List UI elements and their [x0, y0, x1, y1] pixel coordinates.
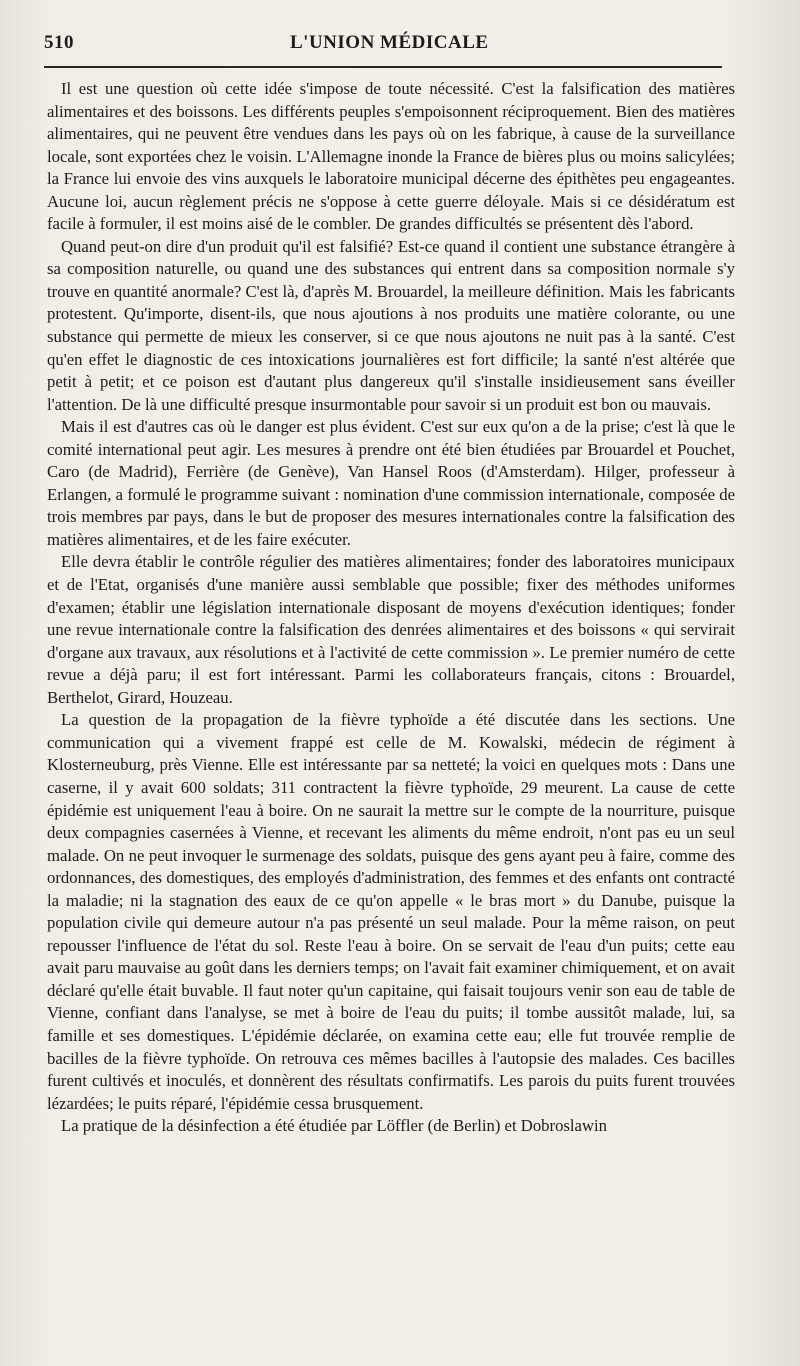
paragraph-program: Elle devra établir le contrôle régulier des matières alimentaires; fonder des laboratoires municipaux et de l'Etat, organisés d'une manière aussi semblable que possible; fixer des méthodes uniformes d'examen; établir une législation internationale disposant de moyens d'exécution identiques; fonder une revue internationale contre la falsification des denrées alimentaires et des boissons « qui servirait d'organe aux travaux, aux résolutions et à l'activité de cette commission ». Le premier numéro de cette revue a déjà paru; il est fort intéressant. Parmi les collaborateurs français, citons : Brouardel, Berthelot, Girard, Houzeau. [47, 552, 735, 707]
article-body [47, 78, 735, 1138]
page-header [44, 28, 744, 58]
paragraph-typhoid: La question de la propagation de la fièvre typhoïde a été discutée dans les sections. Une communication qui a vivement frappé est celle de M. Kowalski, médecin de régiment à Klosterneuburg, près Vienne. Elle est intéressante par sa netteté; la voici en quelques mots : Dans une caserne, il y avait 600 soldats; 311 contractent la fièvre typhoïde, 29 meurent. La cause de cette épidémie est uniquement l'eau à boire. On ne saurait la mettre sur le compte de la nourriture, puisque deux compagnies casernées à Vienne, et recevant les aliments du même endroit, n'ont pas eu un seul malade. On ne peut invoquer le surmenage des soldats, puisque des gens ayant peu à faire, comme des ordonnances, des domestiques, des employés d'administration, des femmes et des enfants ont contracté la maladie; ni la stagnation des eaux de ce qu'on appelle « le bras mort » du Danube, puisque la population civile qui demeure autour n'a pas présenté un seul malade. Pour la même raison, on peut repousser l'influence de l'état du sol. Reste l'eau à boire. On se servait de l'eau d'un puits; cette eau avait paru mauvaise au goût dans les derniers temps; on l'avait fait examiner chimiquement, et on avait déclaré qu'elle était buvable. Il faut noter qu'un capitaine, qui faisait toujours venir son eau de table de Vienne, confiant dans l'analyse, se met à boire de l'eau du puits; il tombe aussitôt malade, lui, sa famille et ses domestiques. L'épidémie déclarée, on examina cette eau; elle fut trouvée remplie de bacilles de la fièvre typhoïde. On retrouva ces mêmes bacilles à l'autopsie des malades. Ces bacilles furent cultivés et inoculés, et donnèrent des résultats confirmatifs. Les parois du puits furent trouvées lézardées; le puits réparé, l'épidémie cessa brusquement. [47, 710, 735, 1113]
page-number: 510 [44, 32, 74, 53]
running-head: L'UNION MÉDICALE [290, 32, 489, 53]
paragraph-falsification: Il est une question où cette idée s'impose de toute nécessité. C'est la falsification des matières alimentaires et des boissons. Les différents peuples s'empoisonnent réciproquement. Bien des matières alimentaires, qui ne peuvent être vendues dans les pays où on les fabrique, à cause de la surveillance locale, sont exportées chez le voisin. L'Allemagne inonde la France de bières plus ou moins salicylées; la France lui envoie des vins auxquels le laboratoire municipal décerne des épithètes peu engageantes. Aucune loi, aucun règlement précis ne s'oppose à cette guerre déloyale. Mais si ce désidératum est facile à formuler, il est moins aisé de le combler. De grandes difficultés se présentent dès l'abord. [47, 79, 735, 234]
paragraph-definition: Quand peut-on dire d'un produit qu'il est falsifié? Est-ce quand il contient une substance étrangère à sa composition naturelle, ou quand une des substances qui entrent dans sa composition normale s'y trouve en quantité anormale? C'est là, d'après M. Brouardel, la meilleure définition. Mais les fabricants protestent. Qu'importe, disent-ils, que nous ajoutions à nos produits une matière colorante, ou une substance qui permette de mieux les conserver, si ce que nous ajoutons ne nuit pas à la santé. C'est qu'en effet le diagnostic de ces intoxications journalières est fort difficile; la santé n'est altérée que petit à petit; et ce poison est d'autant plus dangereux qu'il s'installe insidieusement sans éveiller l'attention. De là une difficulté presque insurmontable pour savoir si un produit est bon ou mauvais. [47, 236, 735, 414]
paragraph-disinfection: La pratique de la désinfection a été étudiée par Löffler (de Berlin) et Dobroslawin [61, 1116, 607, 1136]
paragraph-committee: Mais il est d'autres cas où le danger est plus évident. C'est sur eux qu'on a de la prise; c'est là que le comité international peut agir. Les mesures à prendre ont été bien étudiées par Brouardel et Pouchet, Caro (de Madrid), Ferrière (de Genève), Van Hansel Roos (d'Amsterdam). Hilger, professeur à Erlangen, a formulé le programme suivant : nomination d'une commission internationale, composée de trois membres par pays, dans le but de proposer des mesures internationales contre la falsification des matières alimentaires, et de les faire exécuter. [47, 417, 735, 549]
header-rule [44, 66, 722, 68]
